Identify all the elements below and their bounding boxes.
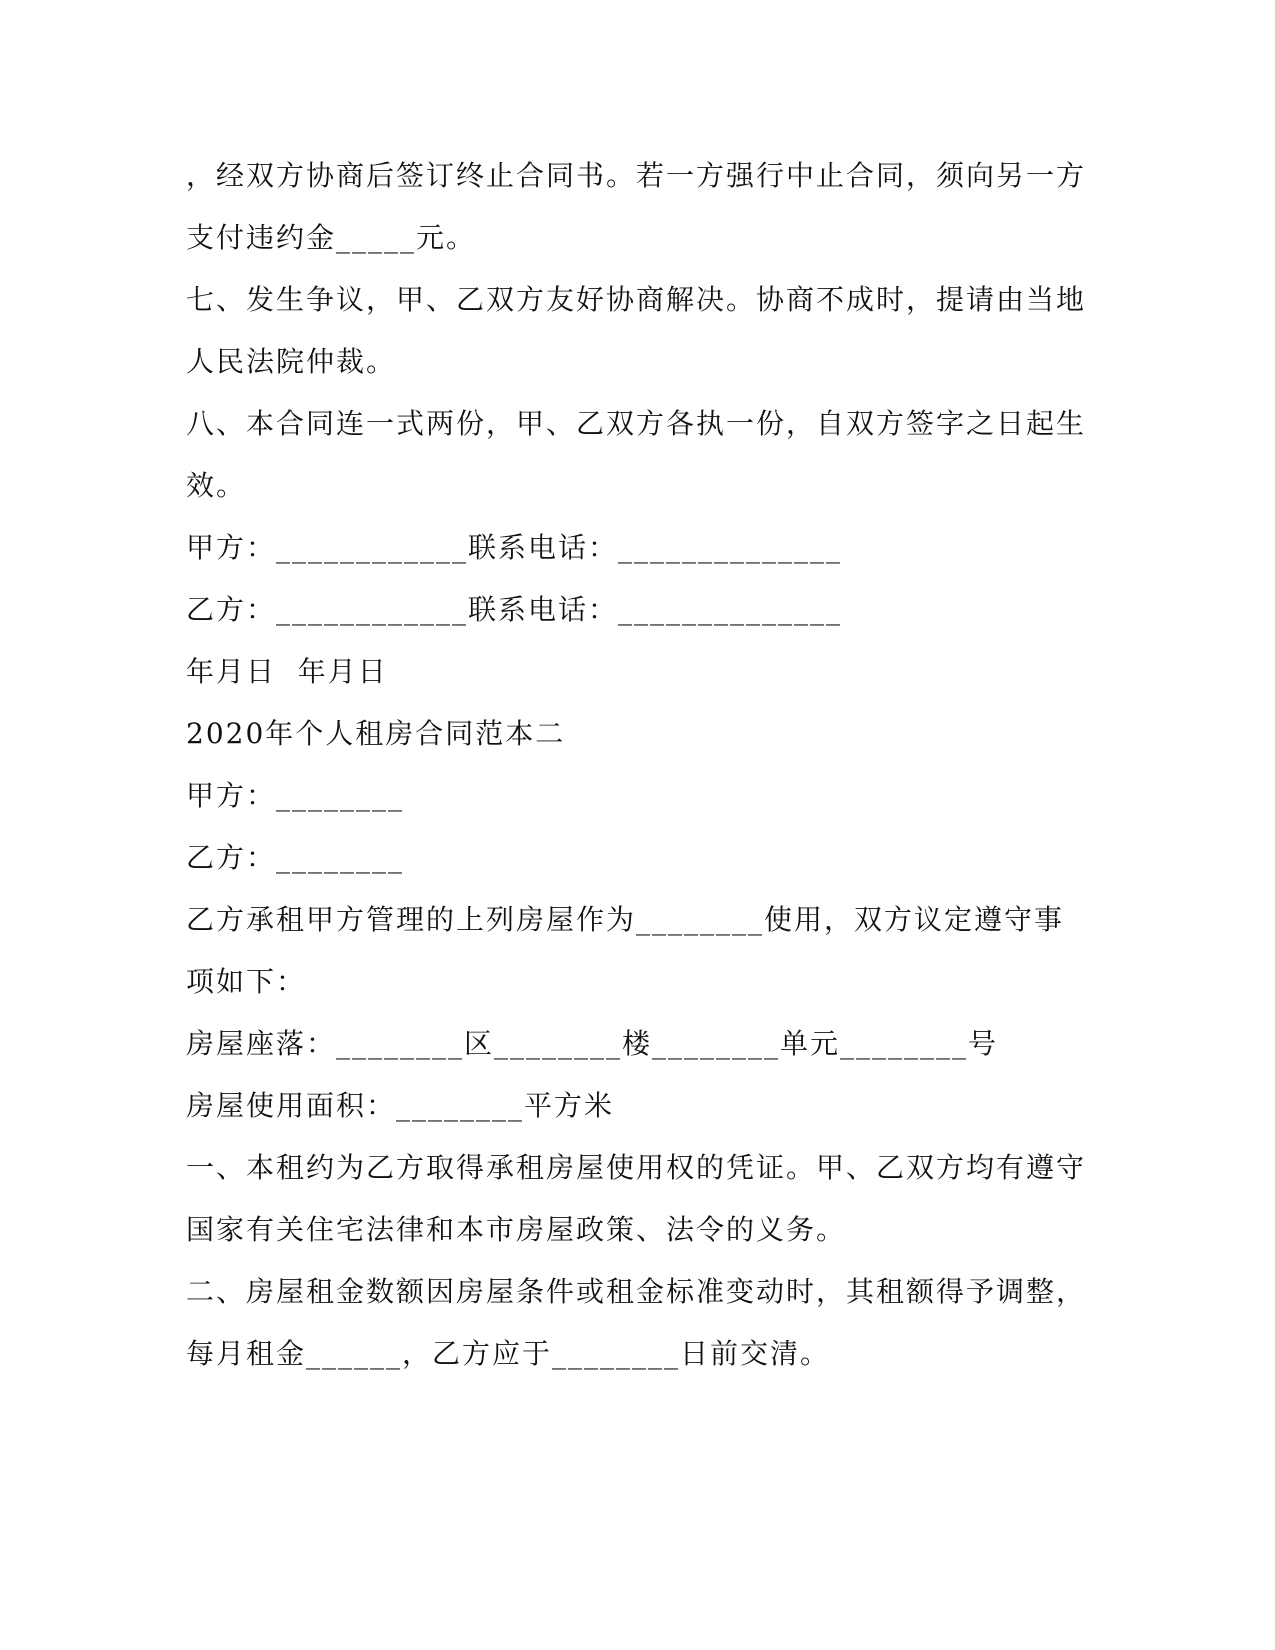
address-line: 房屋座落：________区________楼________单元________号 — [186, 1027, 999, 1060]
section-title: 2020年个人租房合同范本二 — [186, 717, 566, 750]
text-line: 一、本租约为乙方取得承租房屋使用权的凭证。甲、乙双方均有遵守 — [186, 1151, 1087, 1184]
text-line: 项如下： — [186, 965, 307, 998]
date-line: 年月日 年月日 — [186, 655, 388, 688]
party-b-line: 乙方：________ — [186, 841, 405, 874]
text-line: ，经双方协商后签订终止合同书。若一方强行中止合同，须向另一方 — [186, 159, 1087, 192]
text-line: 人民法院仲裁。 — [186, 345, 397, 378]
party-a-line: 甲方：________ — [186, 779, 405, 812]
text-line: 每月租金______，乙方应于________日前交清。 — [186, 1337, 831, 1370]
text-line: 国家有关住宅法律和本市房屋政策、法令的义务。 — [186, 1213, 847, 1246]
text-line: 乙方承租甲方管理的上列房屋作为________使用，双方议定遵守事 — [186, 903, 1065, 936]
text-line: 二、房屋租金数额因房屋条件或租金标准变动时，其租额得予调整， — [186, 1275, 1087, 1308]
text-line: 支付违约金_____元。 — [186, 221, 477, 254]
signature-line-party-b: 乙方：____________联系电话：______________ — [186, 593, 843, 626]
area-line: 房屋使用面积：________平方米 — [186, 1089, 615, 1122]
signature-line-party-a: 甲方：____________联系电话：______________ — [186, 531, 843, 564]
text-line: 八、本合同连一式两份，甲、乙双方各执一份，自双方签字之日起生 — [186, 407, 1087, 440]
text-line: 七、发生争议，甲、乙双方友好协商解决。协商不成时，提请由当地 — [186, 283, 1087, 316]
text-line: 效。 — [186, 469, 247, 502]
